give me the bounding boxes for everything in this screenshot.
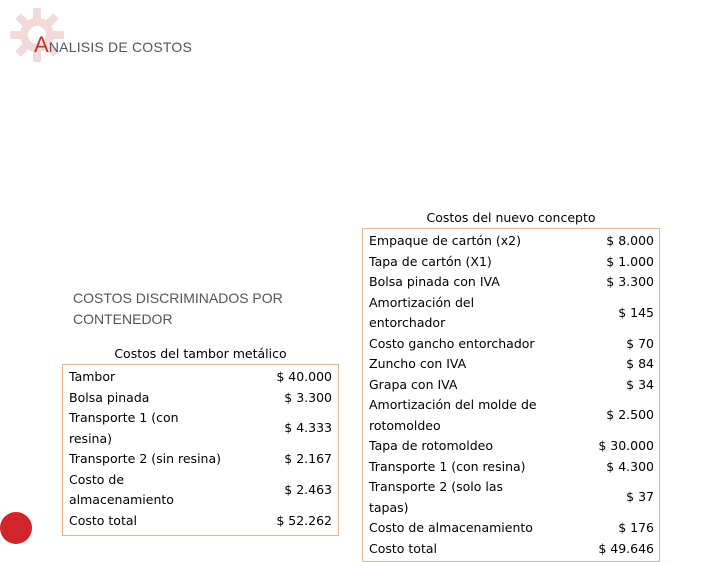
table-row <box>369 272 654 293</box>
table-row <box>369 395 654 436</box>
row-value: $ 8.000 <box>606 233 654 248</box>
row-label: Costo de almacenamiento <box>369 520 533 535</box>
row-label: Costo total <box>369 540 437 556</box>
table-row <box>69 449 332 470</box>
table-row <box>369 539 654 560</box>
row-label: Grapa con IVA <box>369 376 458 392</box>
red-dot-decoration <box>0 512 32 544</box>
row-label: Transporte 1 (con resina) <box>369 458 526 474</box>
row-value: $ 30.000 <box>598 438 654 453</box>
nuevo-table-body <box>362 229 660 562</box>
table-row <box>369 457 654 478</box>
row-label: Transporte 2 (sin resina) <box>69 451 222 466</box>
table-row <box>369 293 654 334</box>
row-value: $ 3.300 <box>606 274 654 289</box>
row-label: Costo total <box>69 512 137 528</box>
table-row <box>369 477 654 518</box>
row-value: $ 4.333 <box>284 420 332 436</box>
table-row <box>369 518 654 539</box>
row-value: $ 49.646 <box>598 540 654 556</box>
row-label: Transporte 1 (con resina) <box>69 410 179 446</box>
page-title <box>34 32 192 58</box>
row-label: Costo gancho entorchador <box>369 335 535 351</box>
nuevo-table-heading: Costos del nuevo concepto <box>362 208 660 229</box>
row-label: Bolsa pinada <box>69 389 150 405</box>
row-value: $ 2.500 <box>606 407 654 423</box>
row-value: $ 2.167 <box>284 451 332 466</box>
row-value: $ 52.262 <box>276 512 332 528</box>
row-label: Empaque de cartón (x2) <box>369 233 522 248</box>
page-title-rest: NALISIS DE COSTOS <box>48 39 193 55</box>
row-value: $ 2.463 <box>284 481 332 497</box>
page-title-initial: A <box>34 32 49 57</box>
table-row <box>69 511 332 532</box>
table-row <box>69 388 332 409</box>
nuevo-cost-table <box>362 208 660 562</box>
row-label: Amortización del molde de rotomoldeo <box>369 397 537 433</box>
table-row <box>369 231 654 252</box>
row-label: Zuncho con IVA <box>369 356 467 371</box>
table-row <box>369 354 654 375</box>
table-row <box>69 470 332 511</box>
row-label: Tapa de rotomoldeo <box>369 438 494 453</box>
row-label: Transporte 2 (solo las tapas) <box>369 479 504 515</box>
table-row <box>369 252 654 273</box>
row-value: $ 4.300 <box>606 458 654 474</box>
row-value: $ 1.000 <box>606 253 654 269</box>
row-label: Amortización del entorchador <box>369 294 475 330</box>
row-value: $ 37 <box>626 489 654 505</box>
row-value: $ 70 <box>626 335 654 351</box>
row-value: $ 84 <box>626 356 654 371</box>
row-label: Tapa de cartón (X1) <box>369 253 492 269</box>
table-row <box>69 408 332 449</box>
tambor-table-body <box>62 365 339 536</box>
tambor-table-heading: Costos del tambor metálico <box>62 344 339 365</box>
row-label: Bolsa pinada con IVA <box>369 274 500 289</box>
table-row <box>69 367 332 388</box>
row-label: Costo de almacenamiento <box>69 471 174 507</box>
row-value: $ 176 <box>618 520 654 535</box>
section-label: COSTOS DISCRIMINADOS POR CONTENEDOR <box>73 290 283 327</box>
row-value: $ 145 <box>618 304 654 320</box>
table-row <box>369 334 654 355</box>
row-value: $ 3.300 <box>284 389 332 405</box>
tambor-cost-table <box>62 344 339 536</box>
table-row <box>369 375 654 396</box>
row-label: Tambor <box>69 369 116 384</box>
row-value: $ 40.000 <box>276 369 332 384</box>
table-row <box>369 436 654 457</box>
row-value: $ 34 <box>626 376 654 392</box>
